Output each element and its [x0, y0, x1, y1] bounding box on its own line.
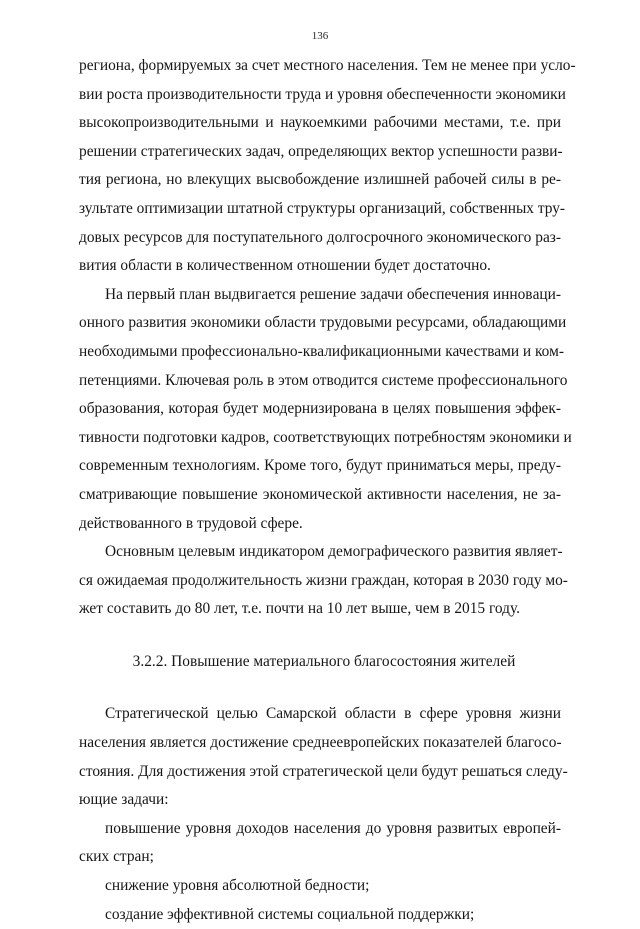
- spacer: [79, 624, 561, 648]
- text-line: современным технологиям. Кроме того, будут приниматься меры, преду-: [79, 457, 561, 475]
- text-line: региона, формируемых за счет местного населения. Тем не менее при усло-: [79, 57, 576, 74]
- page-number: 136: [311, 30, 329, 42]
- text-line: жет составить до 80 лет, т.е. почти на 10 лет выше, чем в 2015 году.: [79, 600, 520, 618]
- text-line: тивности подготовки кадров, соответствующих потребностям экономики и: [79, 428, 572, 446]
- text-line: онного развития экономики области трудовыми ресурсами, обладающими: [79, 314, 567, 332]
- paragraph-3: [79, 538, 568, 624]
- text-line: снижение уровня абсолютной бедности;: [105, 877, 370, 895]
- section-heading: 3.2.2. Повышение материального благосостояния жителей: [132, 652, 516, 670]
- text-line: Основным целевым индикатором демографического развития являет-: [105, 543, 563, 561]
- text-line: ющие задачи:: [79, 791, 169, 809]
- document-body: [79, 52, 576, 929]
- text-line: стояния. Для достижения этой стратегической цели будут решаться следу-: [79, 762, 568, 780]
- text-line: тия региона, но влекущих высвобождение излишней рабочей силы в ре-: [79, 171, 561, 189]
- text-line: повышение уровня доходов населения до уровня развитых европей-: [105, 819, 561, 837]
- text-line: зультате оптимизации штатной структуры организаций, собственных тру-: [79, 199, 566, 217]
- paragraph-2: [79, 281, 572, 538]
- text-line: создание эффективной системы социальной поддержки;: [105, 905, 475, 923]
- text-line: решении стратегических задач, определяющих вектор успешности разви-: [79, 142, 563, 160]
- text-line: населения является достижение среднеевропейских показателей благосо-: [79, 734, 562, 752]
- spacer: [79, 676, 561, 700]
- list-item: [79, 872, 561, 901]
- text-line: вии роста производительности труда и уровня обеспеченности экономики: [79, 85, 566, 103]
- text-line: действованного в трудовой сфере.: [79, 514, 303, 532]
- text-line: ся ожидаемая продолжительность жизни граждан, которая в 2030 году мо-: [79, 571, 568, 589]
- text-line: довых ресурсов для поступательного долгосрочного экономического раз-: [79, 228, 561, 246]
- text-line: вития области в количественном отношении будет достаточно.: [79, 257, 491, 275]
- text-line: сматривающие повышение экономической активности населения, не за-: [79, 485, 561, 503]
- text-line: ских стран;: [79, 848, 154, 866]
- text-line: образования, которая будет модернизирована в целях повышения эффек-: [79, 400, 561, 418]
- text-line: На первый план выдвигается решение задачи обеспечения инновaци-: [105, 285, 561, 303]
- paragraph-1: [79, 52, 576, 281]
- text-line: петенциями. Ключевая роль в этом отводится системе профессионального: [79, 371, 568, 389]
- paragraph-4: [79, 700, 568, 814]
- text-line: Стратегической целью Самарской области в сфере уровня жизни: [105, 705, 561, 723]
- text-line: необходимыми профессионально-квалификационными качествами и ком-: [79, 342, 564, 360]
- text-line: высокопроизводительными и наукоемкими рабочими местами, т.е. при: [79, 114, 561, 132]
- list-item: [79, 815, 561, 872]
